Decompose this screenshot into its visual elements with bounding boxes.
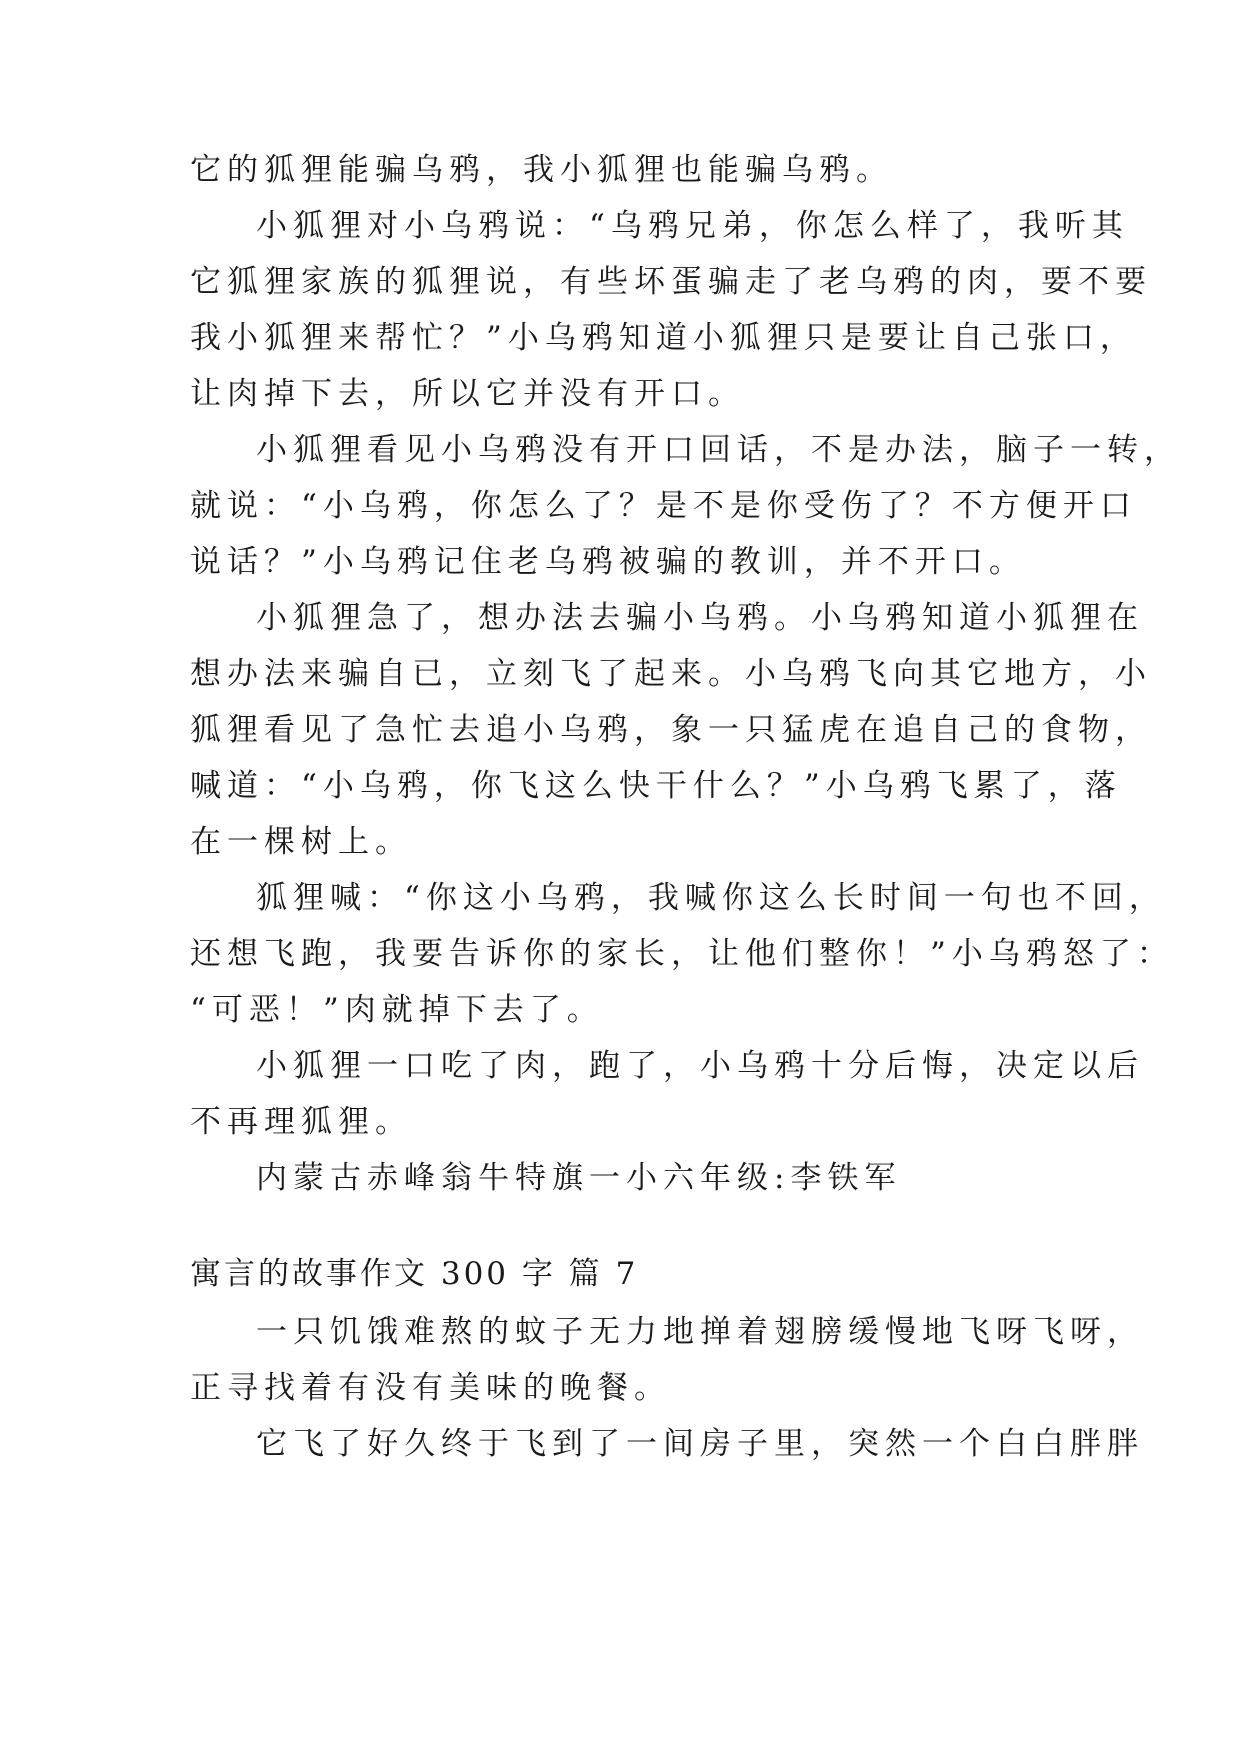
text-line: 说话？”小乌鸦记住老乌鸦被骗的教训，并不开口。	[190, 544, 1026, 580]
text-line: 不再理狐狸。	[190, 1104, 412, 1140]
text-line: 让肉掉下去，所以它并没有开口。	[190, 376, 745, 412]
section-title: 寓言的故事作文 300 字 篇 7	[190, 1256, 639, 1292]
text-line: 狐狸看见了急忙去追小乌鸦，象一只猛虎在追自己的食物，	[190, 712, 1152, 748]
text-line: 它的狐狸能骗乌鸦，我小狐狸也能骗乌鸦。	[190, 152, 893, 188]
paragraph-start-line: 一只饥饿难熬的蚊子无力地掸着翅膀缓慢地飞呀飞呀，	[256, 1314, 1144, 1350]
text-line: “可恶！”肉就掉下去了。	[190, 992, 604, 1028]
paragraph-start-line: 小狐狸看见小乌鸦没有开口回话，不是办法，脑子一转，	[256, 432, 1181, 468]
text-line: 正寻找着有没有美味的晚餐。	[190, 1370, 671, 1406]
text-line: 想办法来骗自已，立刻飞了起来。小乌鸦飞向其它地方，小	[190, 656, 1152, 692]
paragraph-start-line: 狐狸喊：“你这小乌鸦，我喊你这么长时间一句也不回，	[256, 880, 1166, 916]
paragraph-start-line: 小狐狸对小乌鸦说：“乌鸦兄弟，你怎么样了，我听其	[256, 208, 1129, 244]
paragraph-start-line: 小狐狸一口吃了肉，跑了，小乌鸦十分后悔，决定以后	[256, 1048, 1144, 1084]
author-line: 内蒙古赤峰翁牛特旗一小六年级:李铁军	[256, 1160, 902, 1196]
text-line: 喊道：“小乌鸦，你飞这么快干什么？”小乌鸦飞累了，落	[190, 768, 1122, 804]
text-line: 就说：“小乌鸦，你怎么了？是不是你受伤了？不方便开口	[190, 488, 1137, 524]
text-line: 它狐狸家族的狐狸说，有些坏蛋骗走了老乌鸦的肉，要不要	[190, 264, 1152, 300]
paragraph-start-line: 它飞了好久终于飞到了一间房子里，突然一个白白胖胖	[256, 1426, 1144, 1462]
text-line: 在一棵树上。	[190, 824, 412, 860]
text-line: 还想飞跑，我要告诉你的家长，让他们整你！”小乌鸦怒了：	[190, 936, 1174, 972]
text-line: 我小狐狸来帮忙？”小乌鸦知道小狐狸只是要让自己张口，	[190, 320, 1137, 356]
paragraph-start-line: 小狐狸急了，想办法去骗小乌鸦。小乌鸦知道小狐狸在	[256, 600, 1144, 636]
